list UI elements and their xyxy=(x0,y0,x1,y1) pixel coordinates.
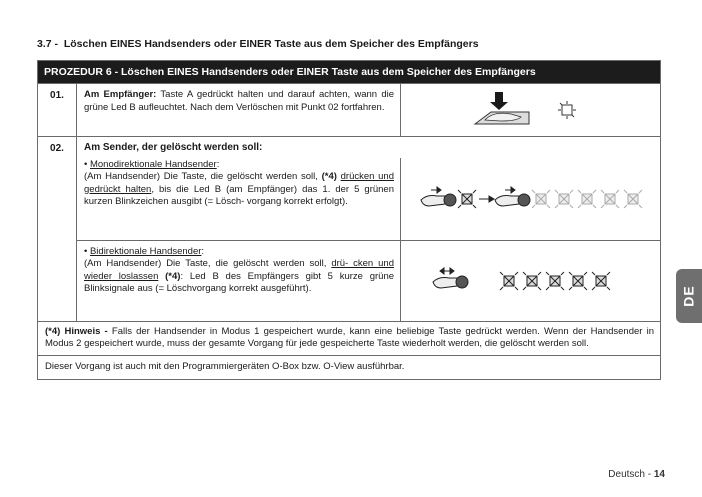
mono-label: Monodirektionale Handsender xyxy=(89,158,217,170)
section-title xyxy=(37,38,479,50)
section-number: 3.7 - xyxy=(37,38,59,50)
led-blink-icon xyxy=(555,190,573,208)
led-icon xyxy=(558,101,576,119)
mono-illustration xyxy=(401,158,660,240)
step-01-bold: Am Empfänger: xyxy=(84,89,157,100)
bidi-label: Bidirektionale Handsender xyxy=(89,245,202,257)
procedure-table xyxy=(37,60,661,380)
remote-press-icon xyxy=(495,187,530,206)
step-01-body: Taste A gedrückt halten und darauf achten, wann die grüne Led B aufleuchtet. Nach dem Verlöschen mit Punkt 02 fortfahren. xyxy=(84,89,394,113)
footer-language: Deutsch - xyxy=(608,469,654,480)
mono-text: • Monodirektionale Handsender: (Am Handsender) Die Taste, die gelöscht werden soll, (*4) drücken und gedrückt halten, bis die Led B (am Empfänger) das 1. der 5 grünen kurzen Blinkzeichen ausgibt (= Lösch- vorgang korrekt erfolgt). xyxy=(77,158,401,240)
note-text: Falls der Handsender in Modus 1 gespeichert wurde, kann eine beliebige Taste gedrückt werden. Wenn der Handsender in Modus 2 gespeichert wurde, muss der gesamte Vorgang für jede gespeicherte Taste wiederholt werden, die gelöscht werden soll. xyxy=(45,325,654,349)
press-button-icon xyxy=(471,90,591,130)
led-blink-icon xyxy=(601,190,619,208)
step-01-text xyxy=(77,84,401,136)
step-02-row xyxy=(38,136,660,321)
led-blink-icon xyxy=(532,190,550,208)
led-blink-icon xyxy=(569,272,587,290)
language-tab xyxy=(676,269,702,323)
page-number: 14 xyxy=(653,469,665,480)
procedure-header: PROZEDUR 6 - Löschen EINES Handsenders oder EINER Taste aus dem Speicher des Empfängers xyxy=(38,61,660,83)
led-blink-icon xyxy=(458,190,476,208)
remote-led-sequence-icon xyxy=(419,184,643,214)
led-blink-icon xyxy=(624,190,642,208)
step-01-row xyxy=(38,83,660,136)
remote-release-led-sequence-icon xyxy=(431,266,631,296)
led-blink-icon xyxy=(500,272,518,290)
page-footer xyxy=(608,469,665,480)
led-blink-icon xyxy=(592,272,610,290)
note-label: (*4) Hinweis - xyxy=(45,325,108,337)
led-blink-icon xyxy=(523,272,541,290)
remote-press-release-icon xyxy=(433,268,468,288)
bidi-subrow xyxy=(77,240,660,321)
arrow-right-icon xyxy=(479,196,494,202)
language-tab-label: DE xyxy=(680,285,697,307)
footnote-row: Dieser Vorgang ist auch mit den Programmiergeräten O-Box bzw. O-View ausführbar. xyxy=(38,355,660,379)
note-row xyxy=(38,321,660,355)
step-02-title: Am Sender, der gelöscht werden soll: xyxy=(84,142,263,153)
bidi-text: • Bidirektionale Handsender: (Am Handsender) Die Taste, die gelöscht werden soll, drü- cken und wieder loslassen (*4): Led B des Empfängers gibt 5 kurze grüne Blinksignale aus (= Löschvorgang korrekt ausgeführt). xyxy=(77,241,401,321)
step-number: 01. xyxy=(38,84,77,136)
step-number: 02. xyxy=(38,137,77,321)
mono-subrow xyxy=(77,158,660,240)
led-blink-icon xyxy=(546,272,564,290)
step-01-illustration xyxy=(401,84,660,136)
bidi-illustration xyxy=(401,241,660,321)
led-blink-icon xyxy=(578,190,596,208)
section-heading: Löschen EINES Handsenders oder EINER Taste aus dem Speicher des Empfängers xyxy=(63,38,479,50)
remote-press-icon xyxy=(421,187,456,206)
